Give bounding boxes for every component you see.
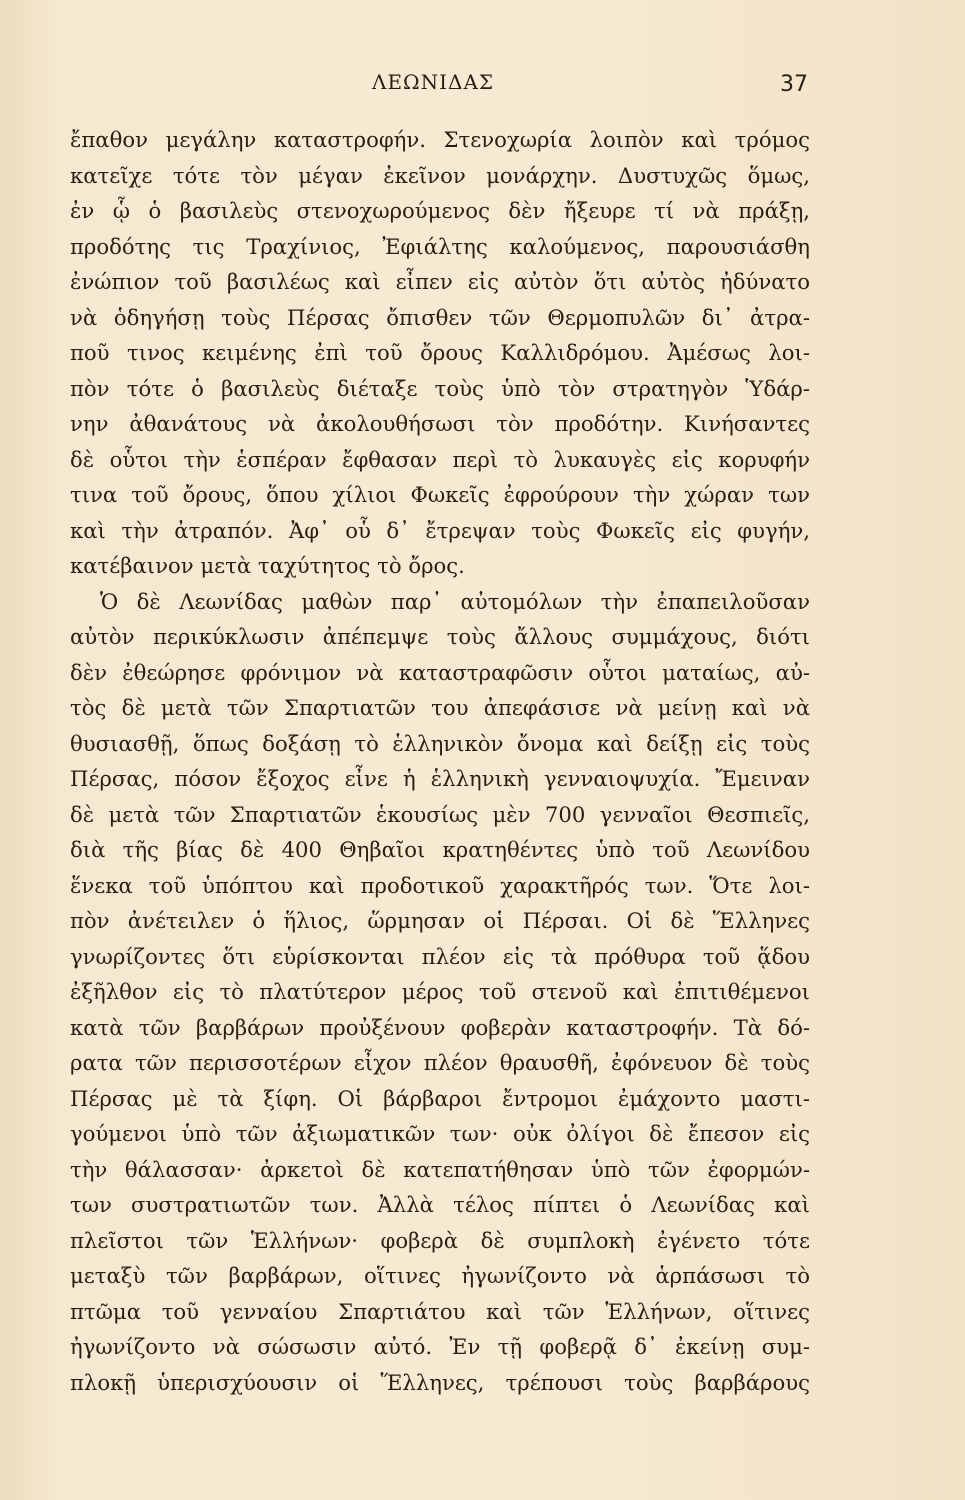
text-line: ἠγωνίζοντο νὰ σώσωσιν αὐτό. Ἐν τῇ φοβερᾷ δ᾽ ἐκείνῃ συμ- [70, 1334, 810, 1359]
text-line: δὲ οὗτοι τὴν ἑσπέραν ἔφθασαν περὶ τὸ λυκαυγὲς εἰς κορυφήν [70, 446, 810, 472]
text-line: δὲν ἐθεώρησε φρόνιμον νὰ καταστραφῶσιν οὗτοι ματαίως, αὐ- [70, 659, 810, 685]
text-line: τὸς δὲ μετὰ τῶν Σπαρτιατῶν του ἀπεφάσισε νὰ μείνῃ καὶ νὰ [70, 695, 810, 720]
text-line: ἔπαθον μεγάλην καταστροφήν. Στενοχωρία λοιπὸν καὶ τρόμος [70, 127, 810, 152]
text-line: ἕνεκα τοῦ ὑπόπτου καὶ προδοτικοῦ χαρακτῆρός των. Ὅτε λοι- [70, 872, 810, 898]
text-line: ρατα τῶν περισσοτέρων εἶχον πλέον θραυσθῆ, ἐφόνευον δὲ τοὺς [70, 1050, 810, 1075]
running-head-title: ΛΕΩΝΙΔΑΣ [372, 70, 495, 94]
text-line: δὲ μετὰ τῶν Σπαρτιατῶν ἑκουσίως μὲν 700 γενναῖοι Θεσπιεῖς, [70, 801, 810, 827]
text-line: θυσιασθῇ, ὅπως δοξάσῃ τὸ ἑλληνικὸν ὄνομα καὶ δείξῃ εἰς τοὺς [70, 730, 810, 756]
text-line: προδότης τις Τραχίνιος, Ἐφιάλτης καλούμενος, παρουσιάσθη [70, 233, 810, 259]
page-number: 37 [780, 72, 808, 97]
text-line: καὶ τὴν ἀτραπόν. Ἀφ᾽ οὗ δ᾽ ἔτρεψαν τοὺς Φωκεῖς εἰς φυγήν, [70, 517, 810, 543]
text-line: πὸν τότε ὁ βασιλεὺς διέταξε τοὺς ὑπὸ τὸν στρατηγὸν Ὑδάρ- [70, 375, 810, 401]
text-line: νὰ ὁδηγήσῃ τοὺς Πέρσας ὄπισθεν τῶν Θερμοπυλῶν δι᾽ ἀτρα- [70, 304, 810, 330]
text-line: πλοκῇ ὑπερισχύουσιν οἱ Ἕλληνες, τρέπουσι τοὺς βαρβάρους [70, 1369, 810, 1395]
text-line: Πέρσας μὲ τὰ ξίφη. Οἱ βάρβαροι ἔντρομοι ἐμάχοντο μαστι- [70, 1085, 810, 1111]
text-line: τινα τοῦ ὄρους, ὅπου χίλιοι Φωκεῖς ἐφρούρουν τὴν χώραν των [70, 482, 810, 507]
body-text [70, 122, 810, 1400]
text-line: Πέρσας, πόσον ἔξοχος εἶνε ἡ ἑλληνικὴ γενναιοψυχία. Ἔμειναν [70, 766, 810, 791]
text-line: κατὰ τῶν βαρβάρων προὐξένουν φοβερὰν καταστροφήν. Τὰ δό- [70, 1014, 810, 1040]
text-line: των συστρατιωτῶν των. Ἀλλὰ τέλος πίπτει ὁ Λεωνίδας καὶ [70, 1192, 810, 1217]
text-line: τὴν θάλασσαν· ἀρκετοὶ δὲ κατεπατήθησαν ὑπὸ τῶν ἐφορμών- [70, 1156, 810, 1182]
text-line: νην ἀθανάτους νὰ ἀκολουθήσωσι τὸν προδότην. Κινήσαντες [70, 411, 810, 436]
text-line: αὐτὸν περικύκλωσιν ἀπέπεμψε τοὺς ἄλλους συμμάχους, διότι [70, 624, 810, 649]
text-line: κατεῖχε τότε τὸν μέγαν ἐκεῖνον μονάρχην. Δυστυχῶς ὅμως, [70, 162, 810, 188]
text-line: ἐνώπιον τοῦ βασιλέως καὶ εἶπεν εἰς αὐτὸν ὅτι αὐτὸς ἠδύνατο [70, 269, 810, 294]
running-head [0, 66, 965, 100]
text-line: κατέβαινον μετὰ ταχύτητος τὸ ὄρος. [70, 553, 465, 578]
text-line: γούμενοι ὑπὸ τῶν ἀξιωματικῶν των· οὐκ ὀλίγοι δὲ ἔπεσον εἰς [70, 1121, 810, 1146]
text-line: πτῶμα τοῦ γενναίου Σπαρτιάτου καὶ τῶν Ἑλλήνων, οἵτινες [70, 1298, 810, 1324]
text-line: πλεῖστοι τῶν Ἑλλήνων· φοβερὰ δὲ συμπλοκὴ ἐγένετο τότε [70, 1227, 810, 1253]
text-line: ποῦ τινος κειμένης ἐπὶ τοῦ ὄρους Καλλιδρόμου. Ἀμέσως λοι- [70, 340, 810, 365]
text-line: γνωρίζοντες ὅτι εὑρίσκονται πλέον εἰς τὰ πρόθυρα τοῦ ᾅδου [70, 943, 810, 969]
text-line: Ὁ δὲ Λεωνίδας μαθὼν παρ᾽ αὐτομόλων τὴν ἐπαπειλοῦσαν [100, 588, 810, 614]
text-line: πὸν ἀνέτειλεν ὁ ἥλιος, ὥρμησαν οἱ Πέρσαι. Οἱ δὲ Ἕλληνες [70, 908, 810, 933]
text-line: μεταξὺ τῶν βαρβάρων, οἵτινες ἠγωνίζοντο νὰ ἁρπάσωσι τὸ [70, 1263, 810, 1288]
text-line: διὰ τῆς βίας δὲ 400 Θηβαῖοι κρατηθέντες ὑπὸ τοῦ Λεωνίδου [70, 837, 810, 862]
text-line: ἐξῆλθον εἰς τὸ πλατύτερον μέρος τοῦ στενοῦ καὶ ἐπιτιθέμενοι [70, 979, 810, 1004]
text-line: ἐν ᾧ ὁ βασιλεὺς στενοχωρούμενος δὲν ἤξευρε τί νὰ πράξῃ, [70, 198, 810, 223]
